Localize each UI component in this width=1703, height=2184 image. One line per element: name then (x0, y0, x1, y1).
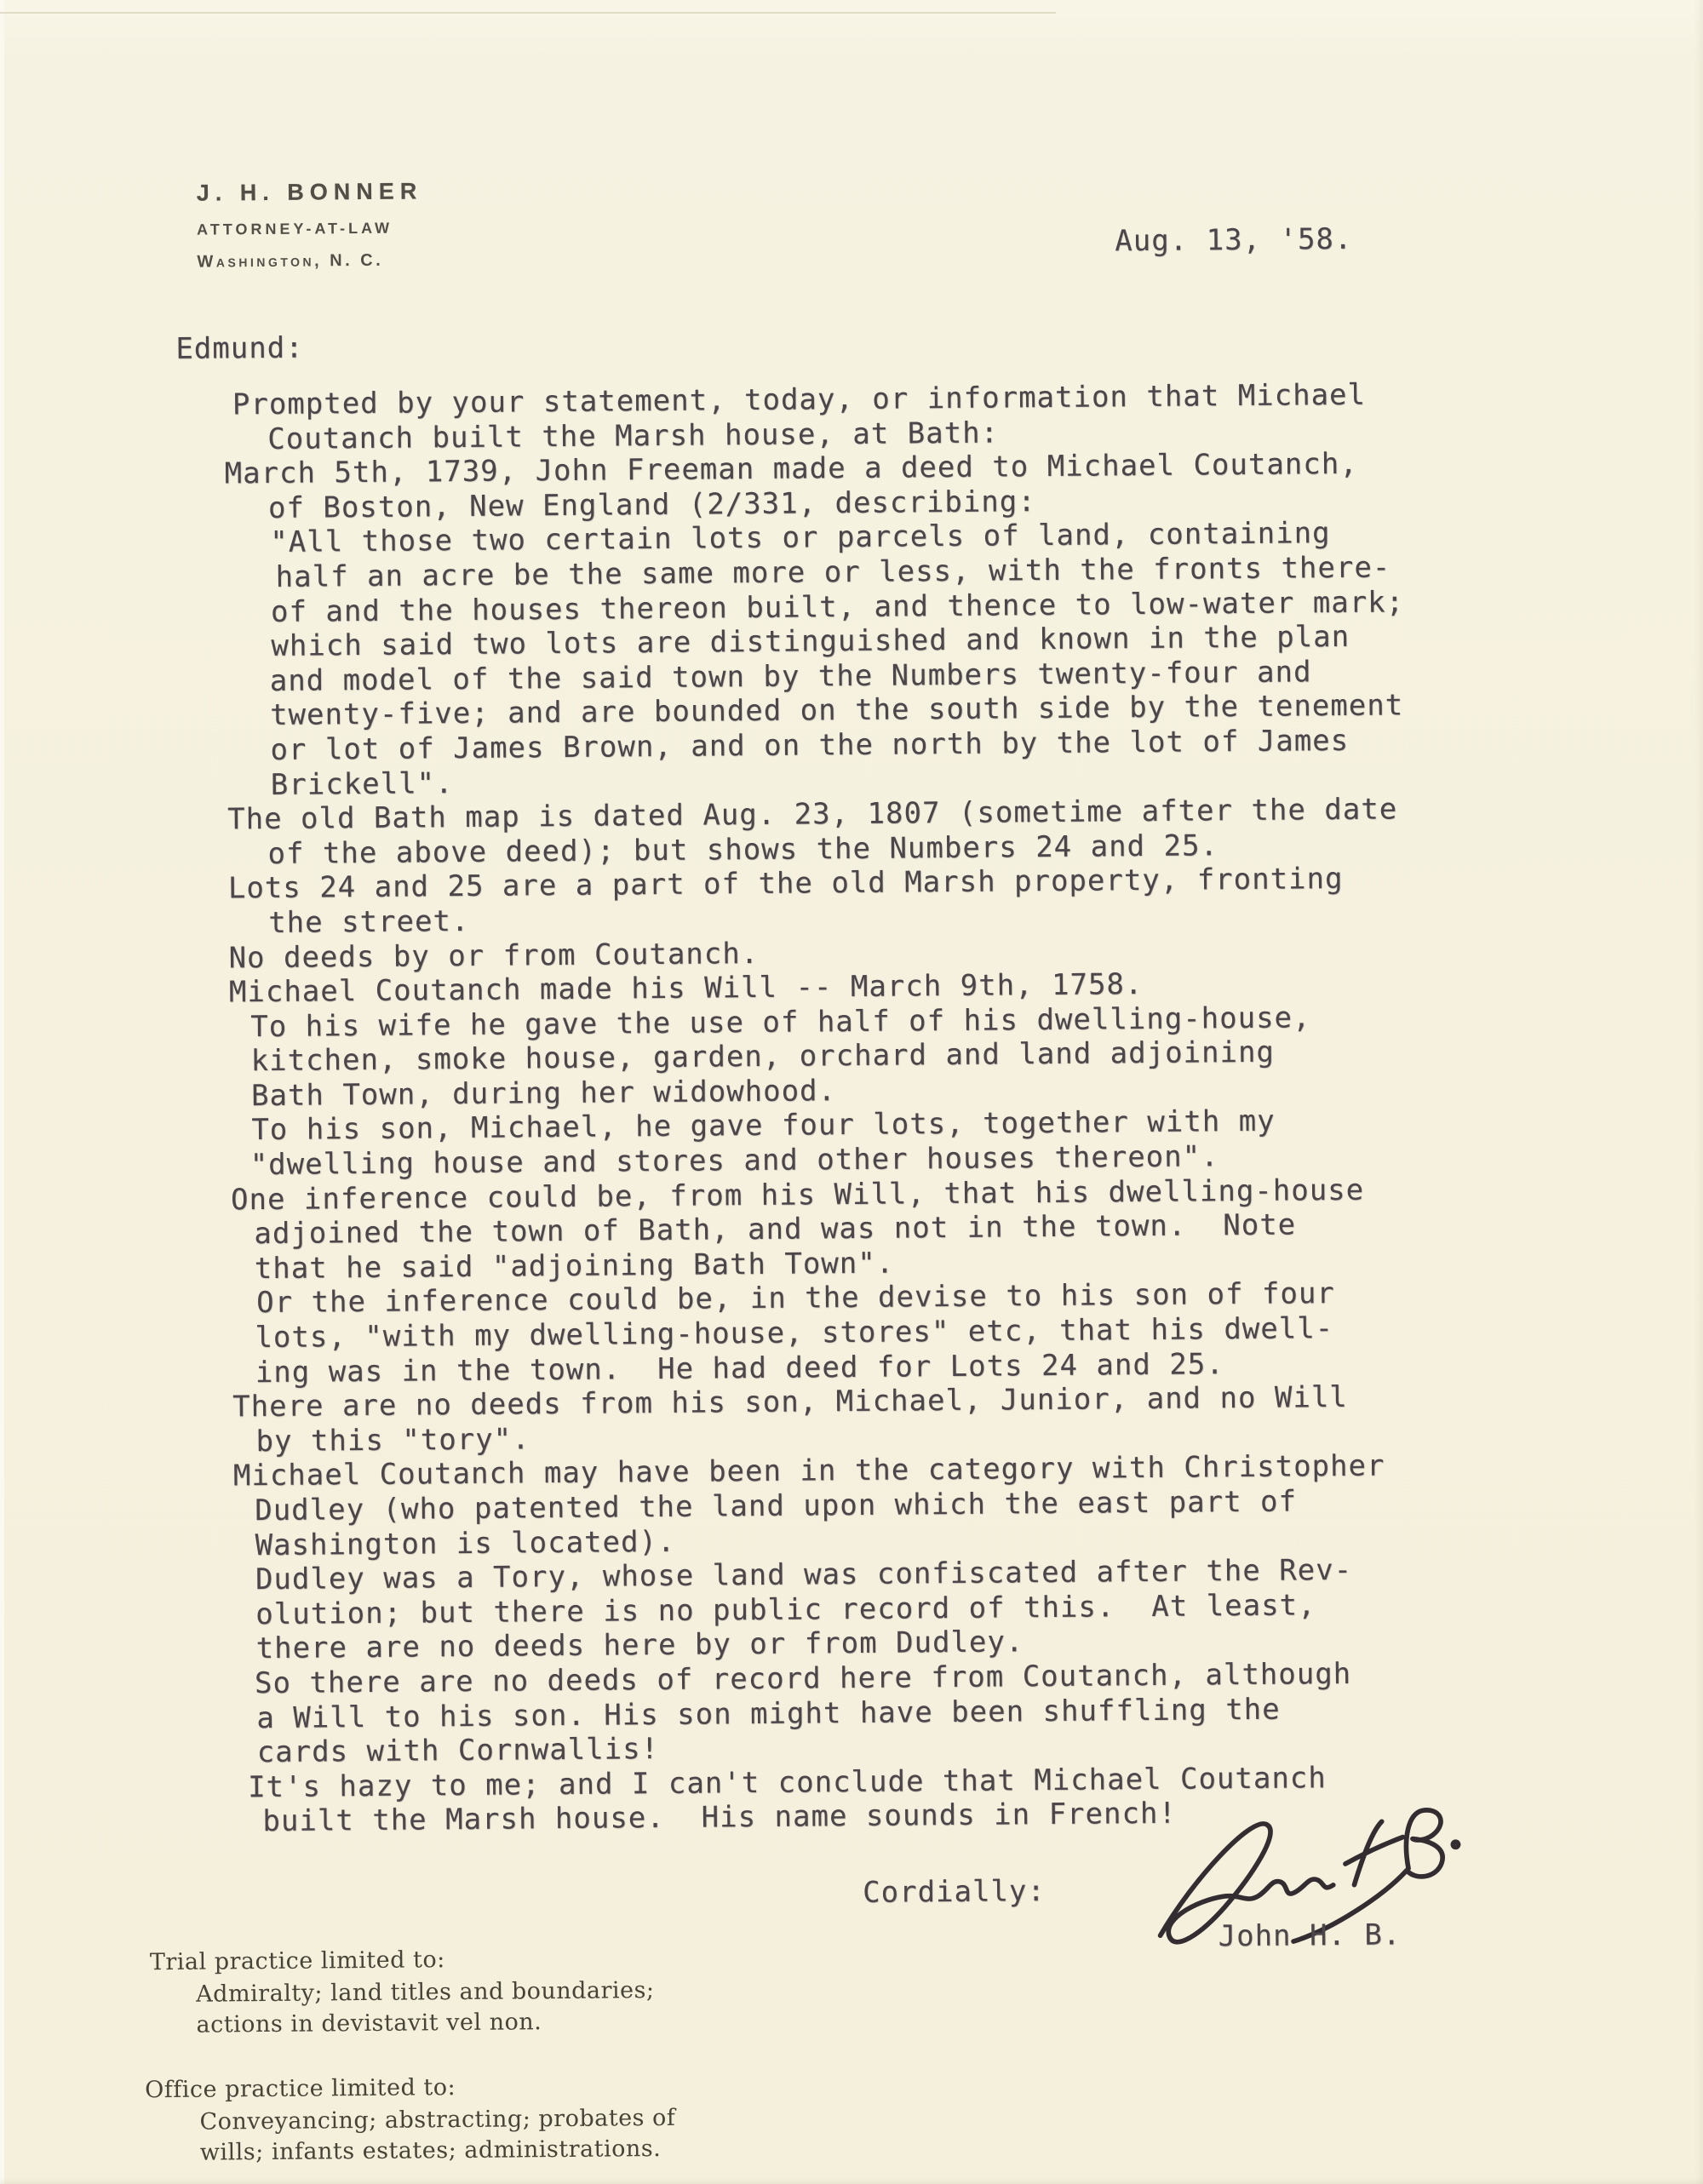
letterhead-name: J. H. BONNER (196, 178, 423, 206)
typed-line: Lots 24 and 25 are a part of the old Marsh property, fronting (227, 862, 1344, 906)
typed-line: Michael Coutanch may have been in the category with Christopher (232, 1448, 1385, 1493)
letterhead-city: Washington, N. C. (197, 250, 384, 272)
typed-line: One inference could be, from his Will, that his dwelling-house (230, 1172, 1365, 1218)
typed-line: No deeds by or from Coutanch. (228, 936, 760, 975)
footer-trial-line: actions in devistavit vel non. (196, 2009, 542, 2038)
salutation: Edmund: (175, 330, 304, 366)
letter-date: Aug. 13, '58. (1115, 221, 1353, 259)
scan-crease-line (0, 12, 1056, 14)
scan-edge-bottom (0, 2177, 1703, 2184)
footer-office-heading: Office practice limited to: (145, 2074, 456, 2104)
typed-line: It's hazy to me; and I can't conclude that Michael Coutanch (247, 1760, 1327, 1804)
typed-line: Brickell". (270, 765, 454, 802)
footer-office-line: Conveyancing; abstracting; probates of (199, 2104, 676, 2135)
typed-line: Coutanch built the Marsh house, at Bath: (267, 416, 1000, 456)
typed-line: twenty-five; and are bounded on the south side by the tenement (269, 688, 1404, 733)
typed-line: kitchen, smoke house, garden, orchard and land adjoining (250, 1035, 1276, 1079)
letterhead-title: ATTORNEY-AT-LAW (197, 219, 393, 238)
typed-line: To his son, Michael, he gave four lots, together with my (251, 1104, 1276, 1148)
typed-line: Michael Coutanch made his Will -- March 9th, 1758. (228, 967, 1144, 1010)
typed-line: there are no deeds here by or from Dudley. (255, 1625, 1024, 1666)
typed-line: of the above deed); but shows the Numbers 24 and 25. (267, 828, 1219, 871)
typed-line: Washington is located). (255, 1524, 676, 1562)
typed-line: adjoined the town of Bath, and was not in the town. Note (254, 1207, 1297, 1252)
footer-trial-line: Admiralty; land titles and boundaries; (196, 1977, 655, 2008)
typed-line: or lot of James Brown, and on the north by the lot of James (270, 723, 1350, 767)
typed-line: "All those two certain lots or parcels of land, containing (270, 516, 1331, 560)
typed-line: lots, "with my dwelling-house, stores" etc, that his dwell- (255, 1311, 1334, 1356)
typed-line: and model of the said town by the Numbers twenty-four and (269, 655, 1312, 698)
scan-edge-right (1694, 0, 1703, 2184)
typed-line: by this "tory". (255, 1422, 530, 1459)
typed-line: Dudley was a Tory, whose land was confiscated after the Rev- (255, 1553, 1353, 1597)
typed-line: So there are no deeds of record here from Coutanch, although (254, 1656, 1352, 1701)
typed-line: March 5th, 1739, John Freeman made a deed to Michael Coutanch, (224, 446, 1358, 491)
footer-trial-heading: Trial practice limited to: (149, 1946, 445, 1976)
typed-line: of Boston, New England (2/331, describing: (267, 484, 1036, 525)
footer-office-line: wills; infants estates; administrations. (199, 2135, 662, 2166)
typed-line: a Will to his son. His son might have been shuffling the (256, 1692, 1281, 1735)
typed-line: built the Marsh house. His name sounds in French! (262, 1797, 1178, 1839)
typed-line: the street. (268, 903, 470, 940)
typed-signature-name: John H. B. (1218, 1917, 1402, 1954)
typed-line: "dwelling house and stores and other houses thereon". (249, 1139, 1219, 1183)
typed-line: Dudley (who patented the land upon which the east part of (255, 1484, 1298, 1528)
typed-line: cards with Cornwallis! (256, 1732, 660, 1770)
typed-line: The old Bath map is dated Aug. 23, 1807 (sometime after the date (227, 792, 1398, 837)
typed-line: There are no deeds from his son, Michael, Junior, and no Will (232, 1380, 1348, 1424)
typed-line: Bath Town, during her widowhood. (250, 1074, 837, 1114)
typed-line: Prompted by your statement, today, or information that Michael (232, 377, 1367, 422)
scan-edge-left (0, 0, 4, 2184)
typed-line: which said two lots are distinguished and known in the plan (271, 620, 1350, 664)
typed-line: half an acre be the same more or less, with the fronts there- (275, 550, 1391, 594)
typed-line: Or the inference could be, in the devise to his son of four (255, 1276, 1335, 1321)
typed-line: of and the houses thereon built, and thence to low-water mark; (270, 584, 1405, 629)
typed-line: To his wife he gave the use of half of his dwelling-house, (250, 1000, 1311, 1044)
closing-word: Cordially: (863, 1874, 1046, 1910)
typed-line: olution; but there is no public record of this. At least, (255, 1588, 1316, 1631)
typed-line: that he said "adjoining Bath Town". (254, 1246, 895, 1286)
typed-line: ing was in the town. He had deed for Lots 24 and 25. (255, 1346, 1224, 1390)
